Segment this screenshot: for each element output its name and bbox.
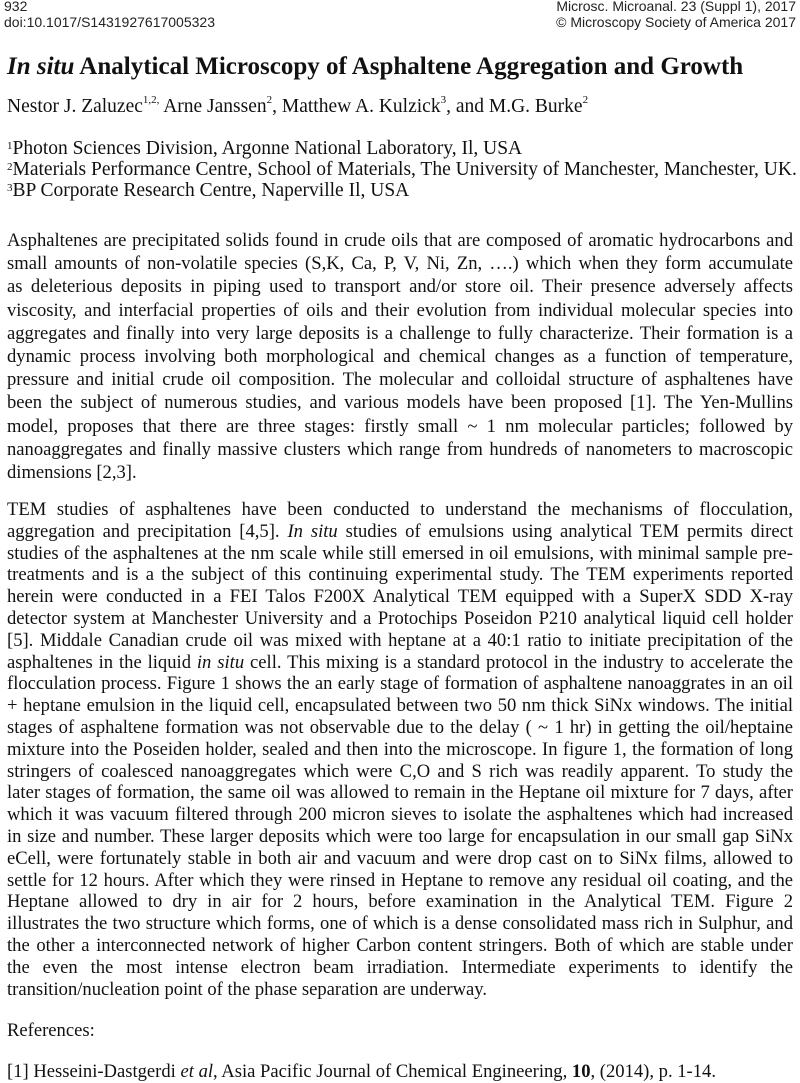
text-segment: cell. This mixing is a standard protocol in the industry to accelerate the xyxy=(244,651,793,673)
text-segment: aggregation and precipitation [4,5]. xyxy=(7,520,288,542)
copyright: © Microscopy Society of America 2017 xyxy=(556,14,796,30)
text-line: [5]. Middale Canadian crude oil was mixed with heptane at a 40:1 ratio to initiate precipitation of the xyxy=(7,629,793,651)
text-line: transition/nucleation point of the phase separation are underway. xyxy=(7,978,488,1000)
author-affiliation-mark: 3 xyxy=(440,94,447,106)
affiliation xyxy=(7,138,797,159)
text-line: mixture into the Poseiden holder, sealed and then into the microscope. In figure 1, the formation of long xyxy=(7,738,793,760)
reference-italic: et al xyxy=(180,1061,214,1082)
affiliation-text: BP Corporate Research Centre, Naperville Il, USA xyxy=(12,180,410,201)
author-list xyxy=(7,96,588,118)
references-heading: References: xyxy=(7,1020,95,1041)
author: , Matthew A. Kulzick xyxy=(272,96,441,117)
text-line: dynamic process involving both morphological and chemical changes as a function of temperature, xyxy=(7,345,793,367)
body-paragraph-1 xyxy=(7,229,793,484)
text-line: eCell, were fortunately stable in both air and vacuum and were drop cast on to SiNx films, allowed to xyxy=(7,847,793,869)
text-line: which it was vacuum filtered through 200 micron sieves to isolate the asphaltenes which had increased xyxy=(7,804,793,826)
affiliation xyxy=(7,159,797,180)
author: Arne Janssen xyxy=(159,96,267,117)
text-line: the even the most intense electron beam irradiation. Intermediate experiments to identify the xyxy=(7,956,793,978)
text-line: Asphaltenes are precipitated solids found in crude oils that are composed of aromatic hydrocarbons and xyxy=(7,230,793,251)
text-line: Heptane allowed to dry in air for 2 hours, before examination in the Analytical TEM. Figure 2 xyxy=(7,891,793,913)
affiliations xyxy=(7,138,797,201)
reference-item xyxy=(7,1061,716,1083)
affiliation-mark: 3 xyxy=(7,182,13,194)
text-line: been the subject of numerous studies, and various models have been proposed [1]. The Yen-Mullins xyxy=(7,392,793,414)
page-header-right xyxy=(556,0,796,30)
page-header-left xyxy=(4,0,215,30)
text-line: aggregates and finally into very large deposits is a challenge to fully characterize. Their formation is a xyxy=(7,322,793,344)
reference-text: [1] Hesseini-Dastgerdi xyxy=(7,1061,181,1082)
affiliation-mark: 1 xyxy=(7,140,13,152)
affiliation-text: Materials Performance Centre, School of Materials, The University of Manchester, Manchester, UK. xyxy=(12,159,797,180)
text-line: stringers of coalesced nanoaggregates which were C,O and S rich was readily apparent. To study the xyxy=(7,760,793,782)
italic-term: in situ xyxy=(196,651,245,673)
text-segment: asphaltenes in the liquid xyxy=(7,651,197,673)
text-line: detector system at Manchester University and a Protochips Poseidon P210 analytical liquid cell holder xyxy=(7,607,793,629)
author-affiliation-mark: 2 xyxy=(266,94,273,106)
text-line: viscosity, and interfacial properties of oils and their evolution from individual molecular species into xyxy=(7,299,793,321)
author: , and M.G. Burke xyxy=(446,96,583,117)
text-line: in size and number. These larger deposits which were too large for encapsulation in our small gap SiNx xyxy=(7,825,793,847)
text-segment: studies of emulsions using analytical TEM permits direct xyxy=(337,520,793,542)
text-line: dimensions [2,3]. xyxy=(7,461,137,483)
text-line: herein were conducted in a FEI Talos F200X Analytical TEM equipped with a SuperX SDD X-ray xyxy=(7,586,793,608)
author-affiliation-mark: 2 xyxy=(582,94,589,106)
text-line: illustrates the two structure which forms, one of which is a dense consolidated mass rich in Sulphur, and xyxy=(7,913,793,935)
italic-term: In situ xyxy=(287,520,338,542)
doi: doi:10.1017/S1431927617005323 xyxy=(4,14,215,30)
reference-text: , Asia Pacific Journal of Chemical Engineering, xyxy=(213,1061,572,1082)
body-paragraph-2 xyxy=(7,499,793,1000)
affiliation-text: Photon Sciences Division, Argonne National Laboratory, Il, USA xyxy=(12,138,523,159)
text-line: the other a interconnected network of higher Carbon content stringers. Both of which are stable under xyxy=(7,934,793,956)
text-line: treatments and is a the subject of this continuing experimental study. The TEM experiments reported xyxy=(7,564,793,586)
paper-title xyxy=(7,53,743,81)
text-line: later stages of formation, the same oil was allowed to remain in the Heptane oil mixture for 7 days, after xyxy=(7,782,793,804)
text-line: TEM studies of asphaltenes have been conducted to understand the mechanisms of flocculation, xyxy=(7,499,793,520)
affiliation-mark: 2 xyxy=(7,161,13,173)
text-line: model, proposes that there are three stages: firstly small ~ 1 nm molecular particles; followed by xyxy=(7,415,793,437)
text-line: stages of asphaltene formation was not observable due to the delay ( ~ 1 hr) in getting the oil/heptaine xyxy=(7,716,793,738)
text-line xyxy=(7,521,793,543)
text-line: as deleterious deposits in piping used to transport and/or store oil. Their presence adversely affects xyxy=(7,276,793,298)
reference-volume: 10 xyxy=(571,1061,591,1082)
journal-citation: Microsc. Microanal. 23 (Suppl 1), 2017 xyxy=(556,0,796,14)
text-line: + heptane emulsion in the liquid cell, encapsulated between two 50 nm thick SiNx windows. The initial xyxy=(7,695,793,717)
text-line: pressure and initial crude oil composition. The molecular and colloidal structure of asphaltenes have xyxy=(7,369,793,391)
page-number: 932 xyxy=(4,0,28,14)
author: Nestor J. Zaluzec xyxy=(7,96,143,117)
text-line: small amounts of non-volatile species (S,K, Ca, P, V, Ni, Zn, ….) which when they form accumulate xyxy=(7,253,793,275)
text-line: flocculation process. Figure 1 shows the an early stage of formation of asphaltene nanoaggrates in an oil xyxy=(7,673,793,695)
reference-text: , (2014), p. 1-14. xyxy=(590,1061,716,1082)
title-italic: In situ xyxy=(7,53,75,80)
author-affiliation-mark: 1,2, xyxy=(142,94,160,106)
title-rest: Analytical Microscopy of Asphaltene Aggregation and Growth xyxy=(74,53,744,80)
text-line xyxy=(7,652,793,674)
text-line: settle for 12 hours. After which they were rinsed in Heptane to remove any residual oil coating, and the xyxy=(7,869,793,891)
text-line: studies of the asphaltenes at the nm scale while still emersed in oil emulsions, with minimal sample pre- xyxy=(7,542,793,564)
affiliation xyxy=(7,180,797,201)
text-line: nanoaggregates and finally massive clusters which range from hundreds of nanometers to macroscopic xyxy=(7,438,793,460)
